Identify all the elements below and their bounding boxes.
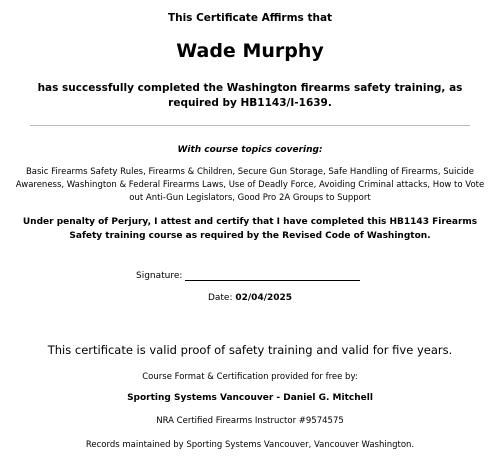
recipient-name: Wade Murphy <box>176 40 324 62</box>
affirm-heading: This Certificate Affirms that <box>167 12 333 24</box>
validity-statement: This certificate is valid proof of safety training and valid for five years. <box>47 343 453 357</box>
instructor: NRA Certified Firearms Instructor #9574575 <box>156 416 344 426</box>
completion-statement: has successfully completed the Washington firearms safety training, as required by HB1143/I-1639. <box>37 82 463 109</box>
perjury-statement: Under penalty of Perjury, I attest and certify that I have completed this HB1143 Firearms Safety training course as required by the Revised Code of Washington. <box>22 217 478 241</box>
records: Records maintained by Sporting Systems Vancouver, Vancouver Washington. <box>85 440 415 450</box>
topics-text: Basic Firearms Safety Rules, Firearms & Children, Secure Gun Storage, Safe Handling of Firearms, Suicide Awareness, Washington & Federal Firearms Laws, Use of Deadly Force, Avoiding Criminal attacks, How to Vote out Anti-Gun Legislators, Good Pro 2A Groups to Support <box>15 167 485 203</box>
date-label: Date: <box>207 293 233 303</box>
date-row <box>0 293 500 303</box>
date-value: 02/04/2025 <box>235 293 293 303</box>
format-statement: Course Format & Certification provided for free by: <box>142 372 358 382</box>
signature-label: Signature: <box>136 271 183 281</box>
signature-row <box>136 270 360 281</box>
divider <box>30 125 470 126</box>
signature-line <box>185 270 360 281</box>
topics-heading: With course topics covering: <box>177 145 323 155</box>
provider: Sporting Systems Vancouver - Daniel G. Mitchell <box>127 393 373 403</box>
